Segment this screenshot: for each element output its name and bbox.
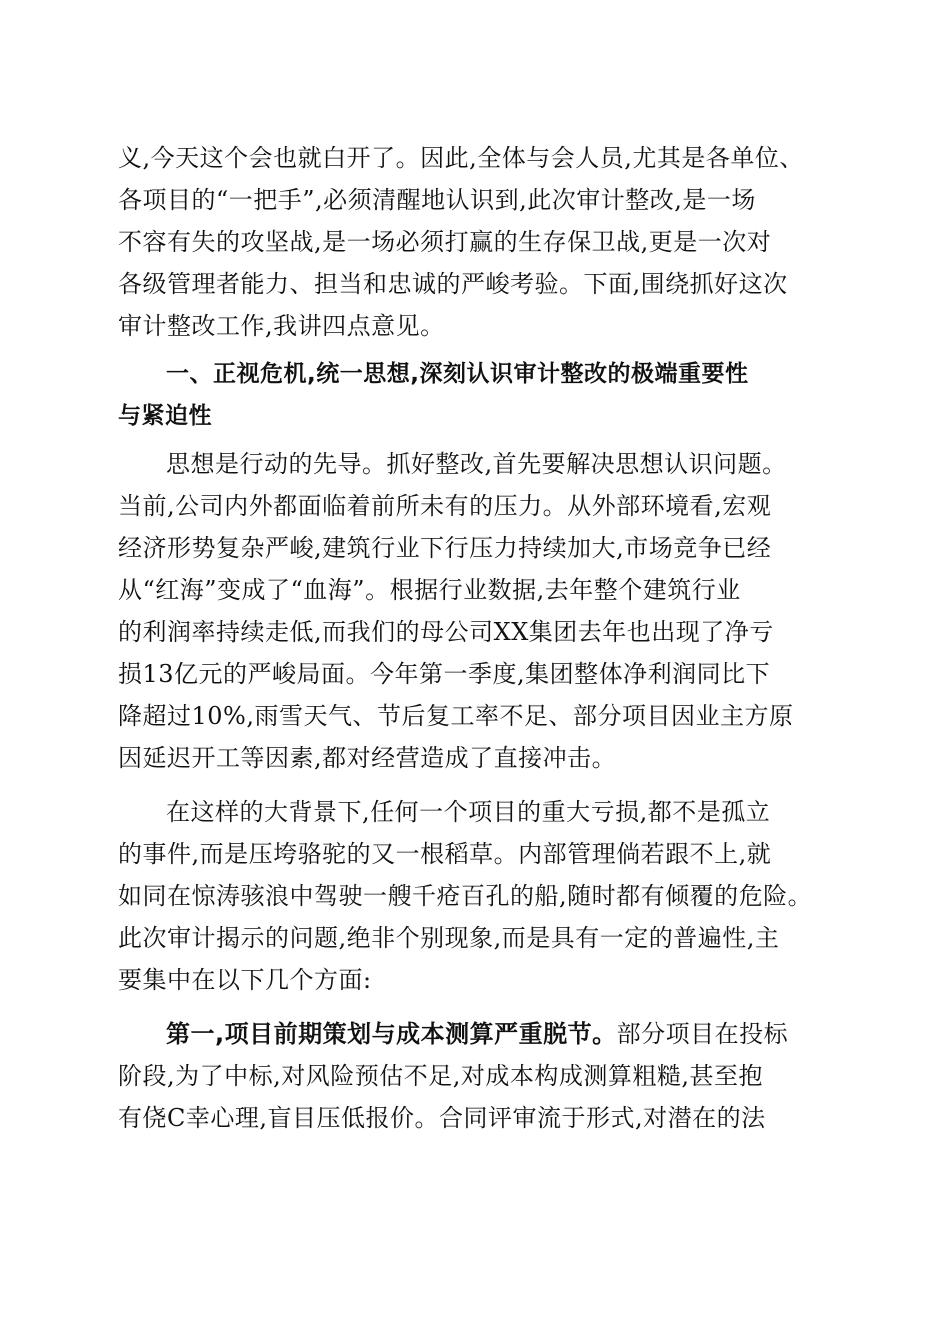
text-line: 的事件,而是压垮骆驼的又一根稻草。内部管理倘若跟不上,就 [118, 840, 772, 868]
paragraph [118, 791, 840, 1001]
text-line: 阶段,为了中标,对风险预估不足,对成本构成测算粗糙,甚至抱 [118, 1062, 764, 1090]
emphasis-lead: 第一,项目前期策划与成本测算严重脱节。 [166, 1020, 617, 1048]
text-line: 有侥C幸心理,盲目压低报价。合同评审流于形式,对潜在的法 [118, 1104, 766, 1132]
text-line [118, 1013, 840, 1055]
text-line: 不容有失的攻坚战,是一场必须打赢的生存保卫战,更是一次对 [118, 228, 772, 256]
text-line: 因延迟开工等因素,都对经营造成了直接冲击。 [118, 744, 617, 772]
text-line: 思想是行动的先导。抓好整改,首先要解决思想认识问题。 [166, 450, 787, 478]
document-page [118, 137, 840, 1139]
text-run: 部分项目在投标 [616, 1020, 789, 1048]
text-line: 降超过10%,雨雪天气、节后复工率不足、部分项目因业主方原 [118, 702, 794, 730]
section-heading [118, 353, 840, 437]
text-line: 要集中在以下几个方面: [118, 966, 372, 994]
text-line: 当前,公司内外都面临着前所未有的压力。从外部环境看,宏观 [118, 492, 772, 520]
text-line: 各项目的“一把手”,必须清醒地认识到,此次审计整改,是一场 [118, 186, 756, 214]
heading-line: 与紧迫性 [118, 403, 212, 429]
text-line: 义,今天这个会也就白开了。因此,全体与会人员,尤其是各单位、 [118, 144, 804, 172]
text-line: 损13亿元的严峻局面。今年第一季度,集团整体净利润同比下 [118, 660, 771, 688]
text-line: 此次审计揭示的问题,绝非个别现象,而是具有一定的普遍性,主 [118, 924, 780, 952]
paragraph [118, 443, 840, 779]
text-line: 的利润率持续走低,而我们的母公司XX集团去年也出现了净亏 [118, 618, 774, 646]
text-line: 审计整改工作,我讲四点意见。 [118, 312, 445, 340]
paragraph [118, 1013, 840, 1139]
text-line: 各级管理者能力、担当和忠诚的严峻考验。下面,围绕抓好这次 [118, 270, 788, 298]
text-line: 从“红海”变成了“血海”。根据行业数据,去年整个建筑行业 [118, 576, 741, 604]
intro-paragraph [118, 137, 840, 347]
text-line: 如同在惊涛骇浪中驾驶一艘千疮百孔的船,随时都有倾覆的危险。 [118, 882, 813, 910]
text-line: 在这样的大背景下,任何一个项目的重大亏损,都不是孤立 [166, 798, 771, 826]
heading-line: 一、正视危机,统一思想,深刻认识审计整改的极端重要性 [166, 361, 749, 387]
text-line: 经济形势复杂严峻,建筑行业下行压力持续加大,市场竞争已经 [118, 534, 772, 562]
